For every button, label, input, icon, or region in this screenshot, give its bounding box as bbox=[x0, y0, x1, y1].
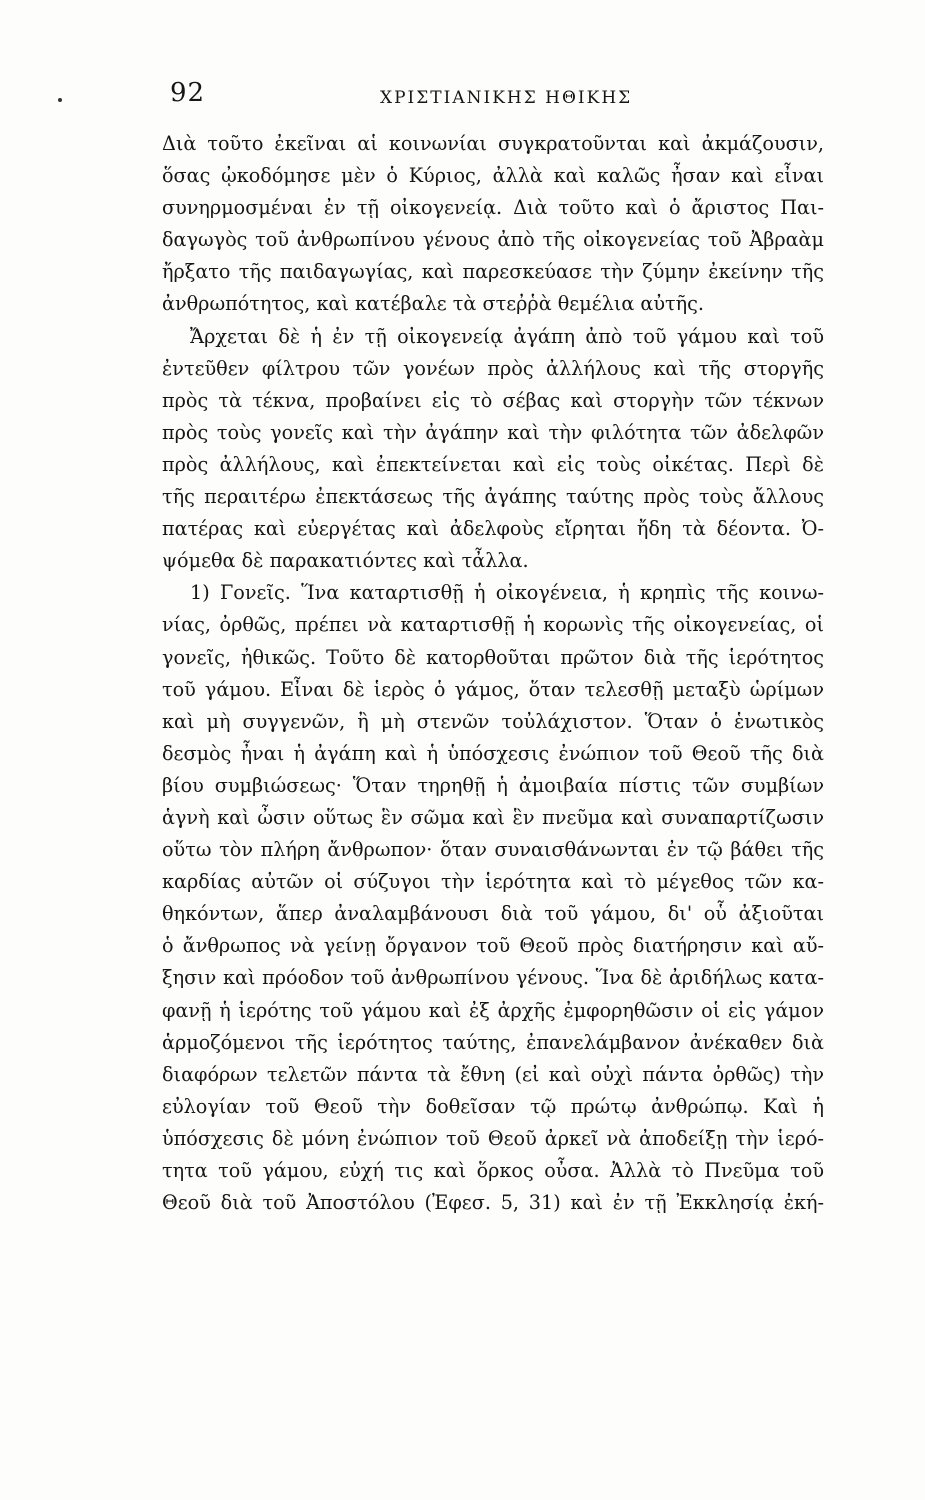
running-title: ΧΡΙΣΤΙΑΝΙΚΗΣ ΗΘΙΚΗΣ bbox=[380, 88, 633, 108]
text-line: ἐντεῦθεν φίλτρου τῶν γονέων πρὸς ἀλλήλους καὶ τῆς στοργῆς bbox=[162, 356, 824, 380]
text-line: βίου συμβιώσεως· Ὅταν τηρηθῇ ἡ ἀμοιβαία πίστις τῶν συμβίων bbox=[162, 773, 824, 797]
text-line: τητα τοῦ γάμου, εὐχή τις καὶ ὅρκος οὖσα. Ἀλλὰ τὸ Πνεῦμα τοῦ bbox=[162, 1159, 824, 1182]
text-line: θηκόντων, ἅπερ ἀναλαμβάνουσι διὰ τοῦ γάμου, δι' οὗ ἀξιοῦται bbox=[162, 902, 824, 926]
text-line: διαφόρων τελετῶν πάντα τὰ ἔθνη (εἰ καὶ οὐχὶ πάντα ὀρθῶς) τὴν bbox=[162, 1062, 824, 1086]
text-line: ὅσας ᾠκοδόμησε μὲν ὁ Κύριος, ἀλλὰ καὶ καλῶς ἦσαν καὶ εἶναι bbox=[162, 164, 824, 188]
text-line: εὐλογίαν τοῦ Θεοῦ τὴν δοθεῖσαν τῷ πρώτῳ ἀνθρώπῳ. Καὶ ἡ bbox=[162, 1094, 824, 1118]
text-line: ἀνθρωπότητος, καὶ κατέβαλε τὰ στεῤῥὰ θεμέλια αὐτῆς. bbox=[162, 292, 704, 316]
text-line: δεσμὸς ἦναι ἡ ἀγάπη καὶ ἡ ὑπόσχεσις ἐνώπιον τοῦ Θεοῦ τῆς διὰ bbox=[162, 741, 824, 765]
text-line: πρὸς ἀλλήλους, καὶ ἐπεκτείνεται καὶ εἰς τοὺς οἰκέτας. Περὶ δὲ bbox=[162, 452, 824, 476]
text-line: ἤρξατο τῆς παιδαγωγίας, καὶ παρεσκεύασε τὴν ζύμην ἐκείνην τῆς bbox=[162, 260, 824, 284]
text-line: Διὰ τοῦτο ἐκεῖναι αἱ κοινωνίαι συγκρατοῦνται καὶ ἀκμάζουσιν, bbox=[162, 132, 824, 155]
text-line: γονεῖς, ἠθικῶς. Τοῦτο δὲ κατορθοῦται πρῶτον διὰ τῆς ἱερότητος bbox=[162, 645, 824, 669]
text-line: τῆς περαιτέρω ἐπεκτάσεως τῆς ἀγάπης ταύτης πρὸς τοὺς ἄλλους bbox=[162, 485, 824, 509]
text-line: ὑπόσχεσις δὲ μόνη ἐνώπιον τοῦ Θεοῦ ἀρκεῖ νὰ ἀποδείξῃ τὴν ἱερό- bbox=[162, 1126, 824, 1150]
text-line: συνηρμοσμέναι ἐν τῇ οἰκογενείᾳ. Διὰ τοῦτο καὶ ὁ ἄριστος Παι- bbox=[162, 196, 824, 220]
text-line: καρδίας αὐτῶν οἱ σύζυγοι τὴν ἱερότητα καὶ τὸ μέγεθος τῶν κα- bbox=[162, 870, 824, 894]
text-line: Θεοῦ διὰ τοῦ Ἀποστόλου (Ἐφεσ. 5, 31) καὶ ἐν τῇ Ἐκκλησίᾳ ἐκή- bbox=[162, 1191, 824, 1215]
text-line: πρὸς τὰ τέκνα, προβαίνει εἰς τὸ σέβας καὶ στοργὴν τῶν τέκνων bbox=[162, 388, 824, 412]
text-line: ψόμεθα δὲ παρακατιόντες καὶ τἆλλα. bbox=[162, 549, 529, 573]
text-line: Ἄρχεται δὲ ἡ ἐν τῇ οἰκογενείᾳ ἀγάπη ἀπὸ τοῦ γάμου καὶ τοῦ bbox=[190, 324, 824, 348]
body-text bbox=[162, 128, 824, 1219]
text-line: καὶ μὴ συγγενῶν, ἢ μὴ στενῶν τοὐλάχιστον. Ὅταν ὁ ἑνωτικὸς bbox=[162, 709, 824, 733]
text-line: ξησιν καὶ πρόοδον τοῦ ἀνθρωπίνου γένους. Ἵνα δὲ ἀριδήλως κατα- bbox=[162, 966, 824, 990]
stray-mark bbox=[58, 98, 62, 102]
page-header bbox=[170, 78, 830, 118]
text-line: τοῦ γάμου. Εἶναι δὲ ἱερὸς ὁ γάμος, ὅταν τελεσθῇ μεταξὺ ὡρίμων bbox=[162, 677, 824, 701]
text-line: πρὸς τοὺς γονεῖς καὶ τὴν ἀγάπην καὶ τὴν φιλότητα τῶν ἀδελφῶν bbox=[162, 420, 824, 444]
text-line: φανῇ ἡ ἱερότης τοῦ γάμου καὶ ἐξ ἀρχῆς ἐμφορηθῶσιν οἱ εἰς γάμον bbox=[162, 998, 824, 1022]
text-line: 1) Γονεῖς. Ἵνα καταρτισθῇ ἡ οἰκογένεια, ἡ κρηπὶς τῆς κοινω- bbox=[190, 581, 824, 605]
text-line: νίας, ὀρθῶς, πρέπει νὰ καταρτισθῇ ἡ κορωνὶς τῆς οἰκογενείας, οἱ bbox=[162, 613, 824, 637]
text-line: ἁγνὴ καὶ ὦσιν οὕτως ἓν σῶμα καὶ ἓν πνεῦμα καὶ συναπαρτίζωσιν bbox=[162, 805, 824, 829]
text-line: ὁ ἄνθρωπος νὰ γείνῃ ὄργανον τοῦ Θεοῦ πρὸς διατήρησιν καὶ αὔ- bbox=[162, 934, 824, 958]
text-line: πατέρας καὶ εὐεργέτας καὶ ἀδελφοὺς εἴρηται ἤδη τὰ δέοντα. Ὀ- bbox=[162, 517, 824, 541]
text-line: οὕτω τὸν πλήρη ἄνθρωπον· ὅταν συναισθάνωνται ἐν τῷ βάθει τῆς bbox=[162, 838, 824, 862]
page-number: 92 bbox=[170, 78, 206, 108]
text-line: ἁρμοζόμενοι τῆς ἱερότητος ταύτης, ἐπανελάμβανον ἀνέκαθεν διὰ bbox=[162, 1030, 824, 1054]
text-line: δαγωγὸς τοῦ ἀνθρωπίνου γένους ἀπὸ τῆς οἰκογενείας τοῦ Ἀβραὰμ bbox=[162, 228, 824, 252]
